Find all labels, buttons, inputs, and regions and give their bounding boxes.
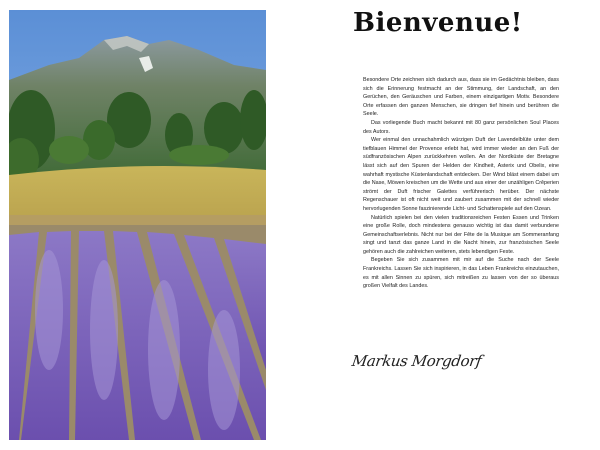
lavender-field-photo bbox=[9, 10, 266, 440]
paragraph: Begeben Sie sich zusammen mit mir auf die Suche nach der Seele Frankreichs. Lassen Sie sich inspirieren, in das Leben Frankreichs einzutauchen, es mit allen Sinnen zu spüren, sich mitreißen zu lassen von der so überaus großen Vielfalt des Landes. bbox=[363, 257, 559, 290]
paragraph: Wer einmal den unnachahmlich würzigen Duft der Lavendelblüte unter dem tiefblauen Himmel der Provence erlebt hat, wird immer wieder an den Fuß der südfranzösischen Alpen zurückkehren wollen. An der Nordküste der Bretagne lässt sich auf den Spuren der Helden der Kindheit, Asterix und Obelix, eine wahrhaft mystische Küstenlandschaft entdecken. Der Wind bläst einem dabei um die Nase, Möwen kreischen um die Wette und aus einer der unzähligen Crêperien strömt der Duft frischer Galettes verführerisch herüber. Der nächste Regenschauer ist oft nicht weit und zaubert zusammen mit der schnell wieder hervorlugenden Sonne faszinierende Licht- und Schattenspiele auf den Ozean. bbox=[363, 137, 559, 212]
body-text bbox=[363, 76, 559, 291]
paragraph: Besondere Orte zeichnen sich dadurch aus, dass sie im Gedächtnis bleiben, dass sich die Erinnerung festmacht an der Stimmung, der Landschaft, an den Gerüchen, den Geräuschen und Farben, einem einzigartigen Motiv. Besondere Orte erfassen den ganzen Menschen, sie dringen tief hinein und berühren die Seele. bbox=[363, 77, 559, 118]
author-signature: Markus Morgdorf bbox=[350, 352, 483, 370]
paragraph: Das vorliegende Buch macht bekannt mit 80 ganz persönlichen Soul Places des Autors. bbox=[363, 119, 559, 135]
page-title: Bienvenue! bbox=[353, 8, 523, 38]
paragraph: Natürlich spielen bei den vielen traditionsreichen Festen Essen und Trinken eine große Rolle, doch mindestens genauso wichtig ist das damit verbundene Gemeinschaftserlebnis. Nicht nur bei der Fête de la Musique am Sommeranfang singt und tanzt das ganze Land in die Nacht hinein, zur französischen Seele gehören auch die zahlreichen weiteren, stets lebendigen Feste. bbox=[363, 214, 559, 255]
